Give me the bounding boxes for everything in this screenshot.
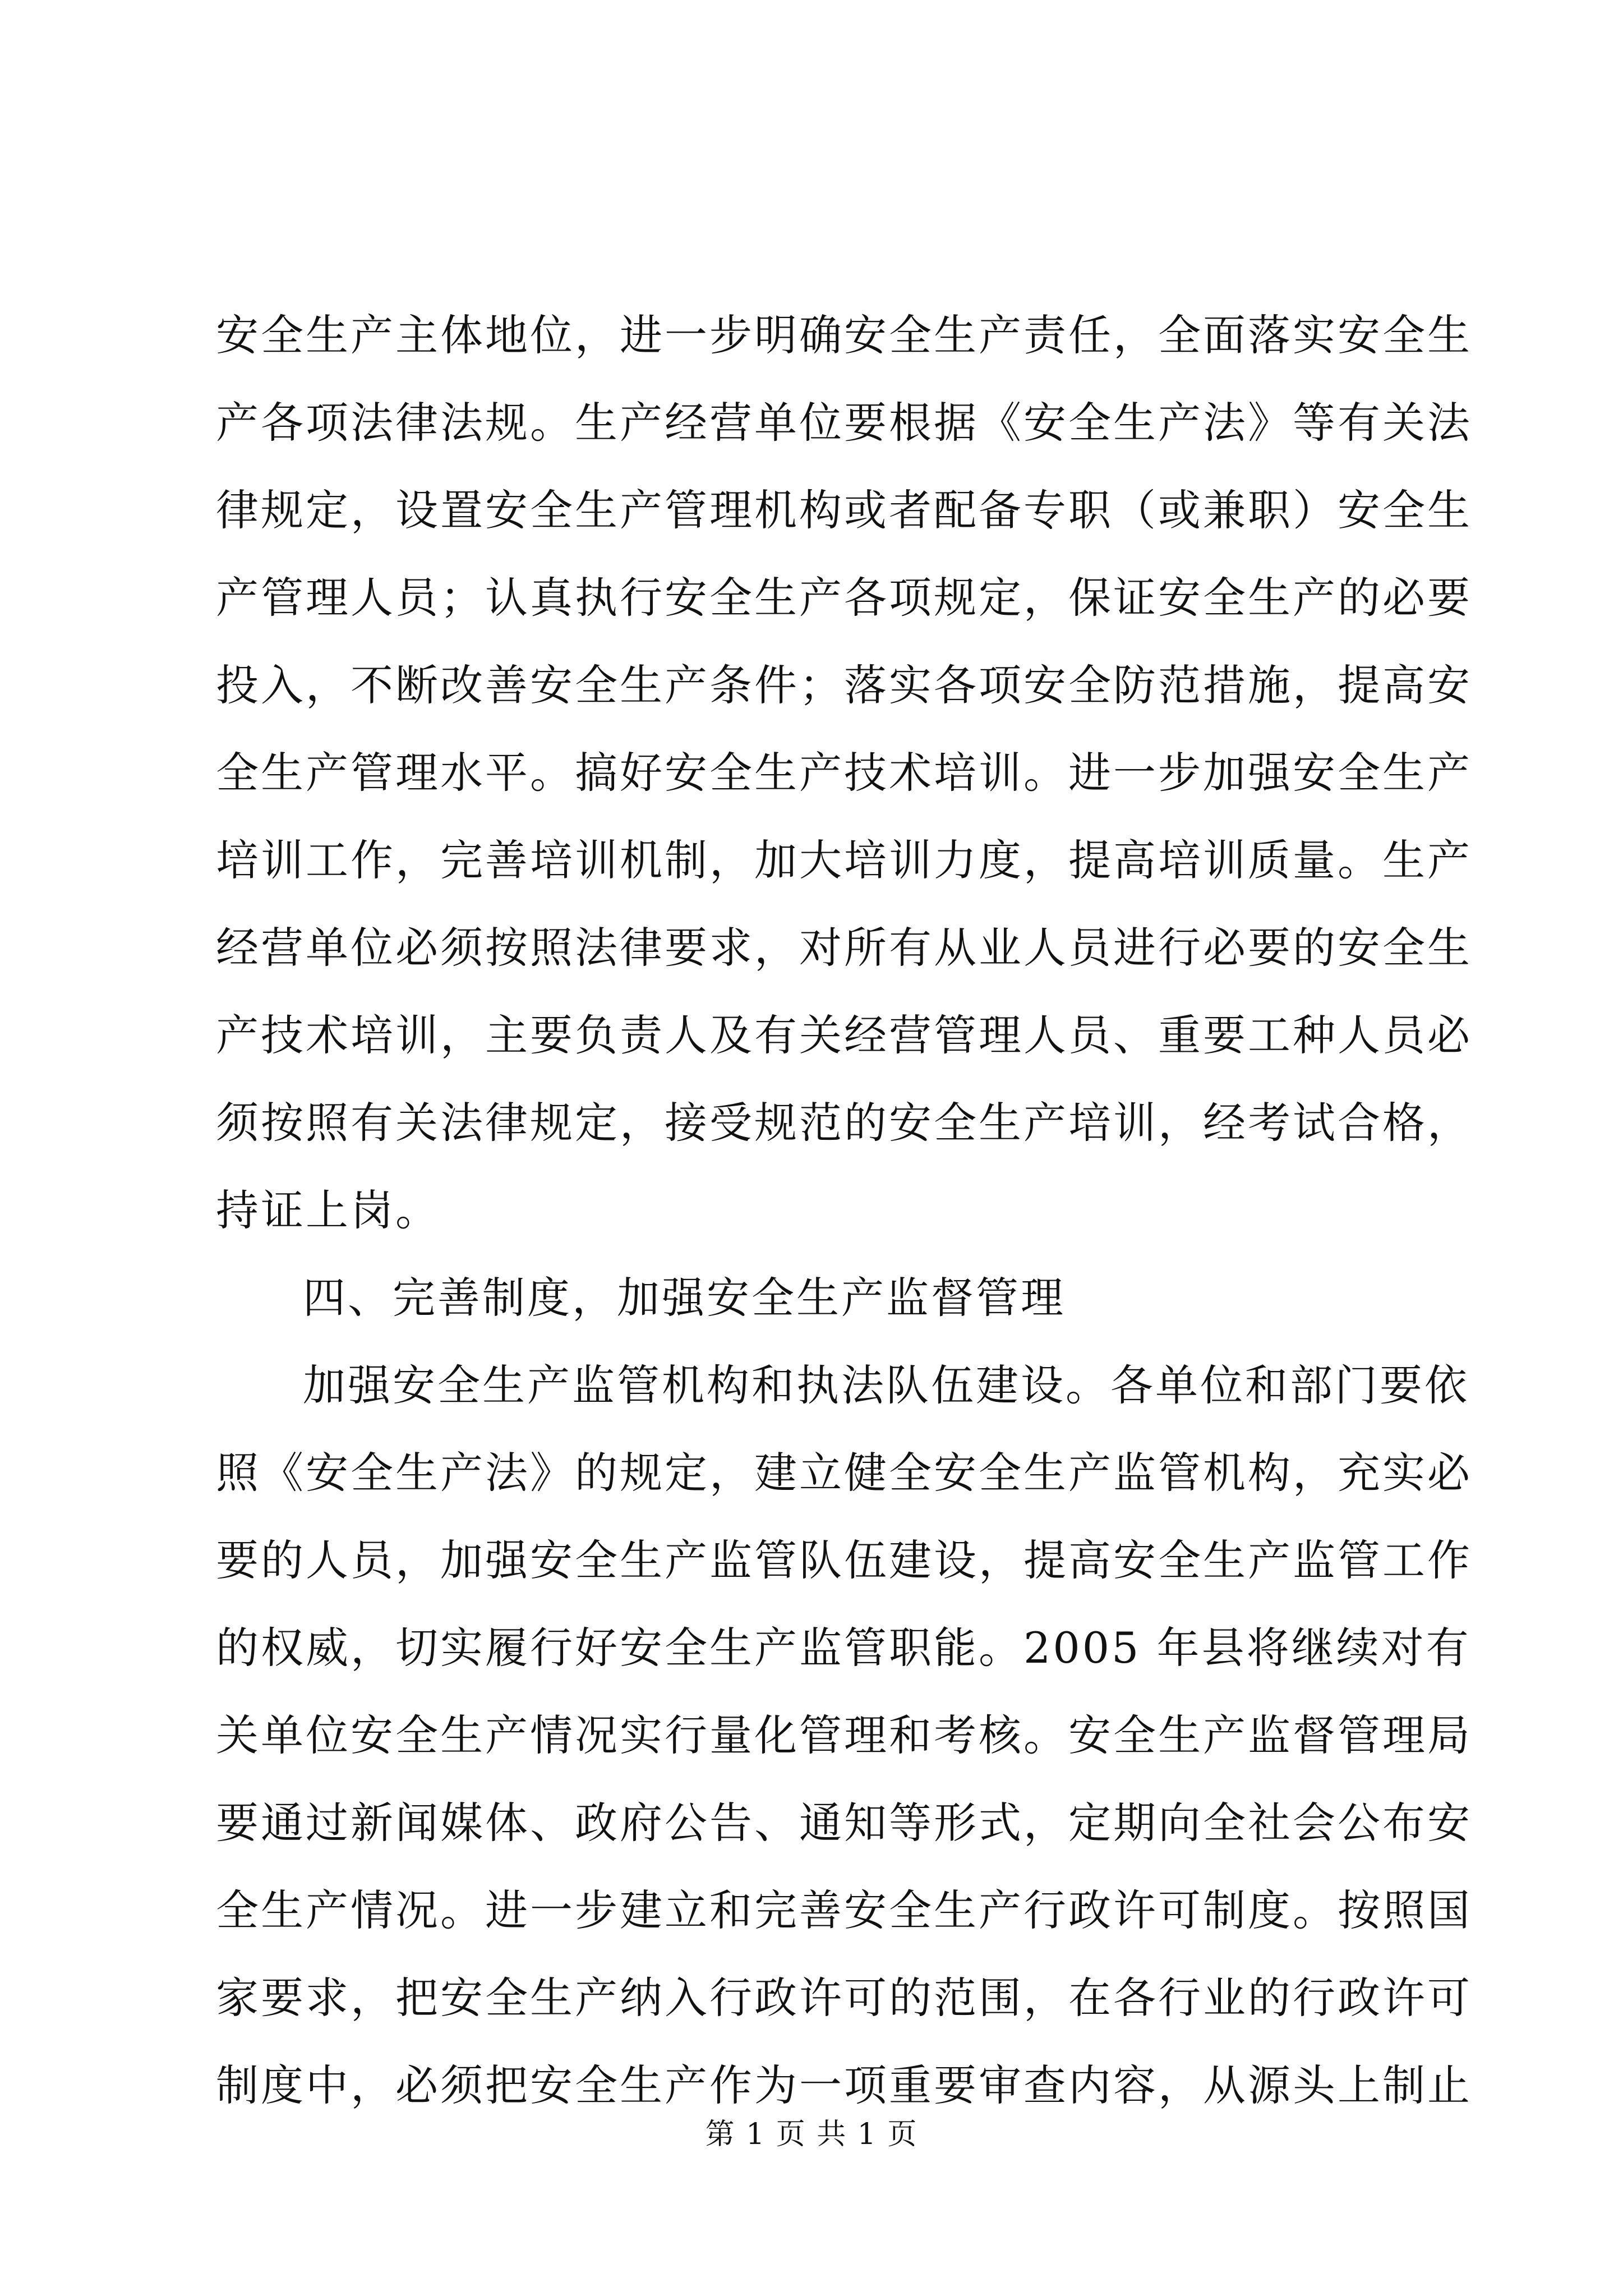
text-line: 照《安全生产法》的规定，建立健全安全生产监管机构，充实必 <box>216 1448 1472 1498</box>
text-line: 全生产情况。进一步建立和完善安全生产行政许可制度。按照国 <box>216 1885 1472 1935</box>
text-line: 的权威，切实履行好安全生产监管职能。2005 年县将继续对有 <box>216 1623 1471 1673</box>
text-line: 家要求，把安全生产纳入行政许可的范围，在各行业的行政许可 <box>216 1973 1472 2023</box>
text-line: 须按照有关法律规定，接受规范的安全生产培训，经考试合格， <box>216 1098 1472 1148</box>
text-line: 安全生产主体地位，进一步明确安全生产责任，全面落实安全生 <box>216 310 1472 360</box>
text-line: 投入，不断改善安全生产条件；落实各项安全防范措施，提高安 <box>216 660 1472 710</box>
text-line: 关单位安全生产情况实行量化管理和考核。安全生产监督管理局 <box>216 1710 1472 1760</box>
section-heading: 四、完善制度，加强安全生产监督管理 <box>303 1273 1066 1323</box>
page-footer: 第 1 页 共 1 页 <box>705 2118 918 2151</box>
text-line: 全生产管理水平。搞好安全生产技术培训。进一步加强安全生产 <box>216 748 1472 798</box>
text-line: 要的人员，加强安全生产监管队伍建设，提高安全生产监管工作 <box>216 1535 1472 1585</box>
text-line: 产技术培训，主要负责人及有关经营管理人员、重要工种人员必 <box>216 1010 1472 1060</box>
text-line: 律规定，设置安全生产管理机构或者配备专职（或兼职）安全生 <box>216 485 1472 535</box>
text-line: 经营单位必须按照法律要求，对所有从业人员进行必要的安全生 <box>216 923 1472 973</box>
text-line: 产各项法律法规。生产经营单位要根据《安全生产法》等有关法 <box>216 398 1472 448</box>
text-line: 制度中，必须把安全生产作为一项重要审查内容，从源头上制止 <box>216 2060 1472 2110</box>
text-line: 加强安全生产监管机构和执法队伍建设。各单位和部门要依 <box>303 1360 1469 1410</box>
text-line: 持证上岗。 <box>216 1185 440 1235</box>
text-line: 培训工作，完善培训机制，加大培训力度，提高培训质量。生产 <box>216 835 1472 885</box>
text-line: 要通过新闻媒体、政府公告、通知等形式，定期向全社会公布安 <box>216 1798 1472 1848</box>
body-text <box>216 292 1472 2129</box>
text-line: 产管理人员；认真执行安全生产各项规定，保证安全生产的必要 <box>216 573 1472 623</box>
